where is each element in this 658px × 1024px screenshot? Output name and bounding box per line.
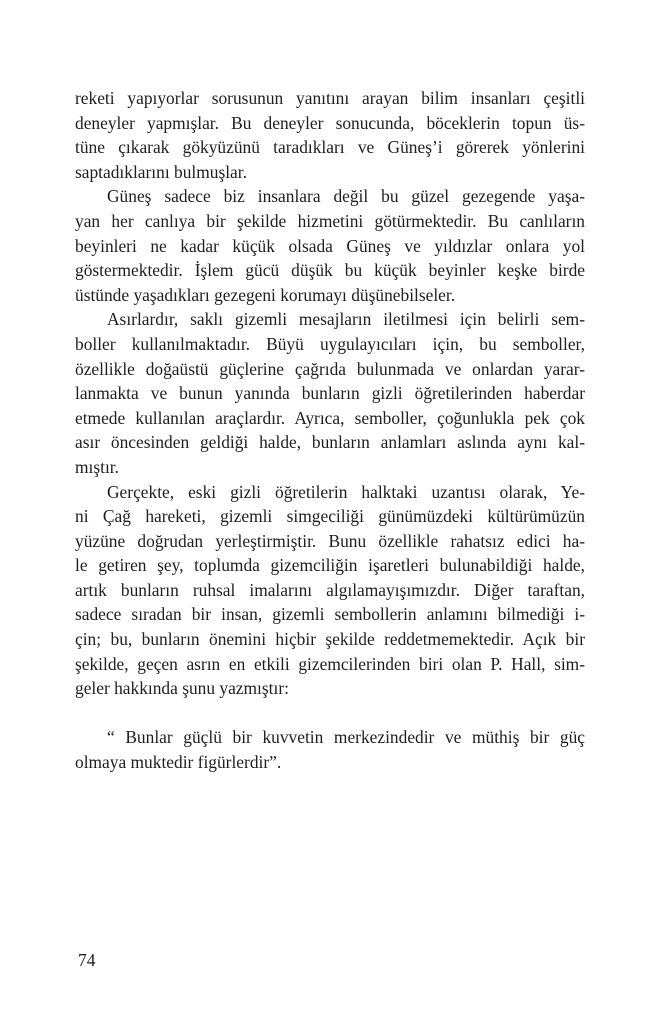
text-line: “ Bunlar güçlü bir kuvvetin merkezindedir ve müthiş bir güç bbox=[107, 727, 585, 748]
text-line: etmede kullanılan araçlardır. Ayrıca, semboller, çoğunlukla pek çok bbox=[75, 407, 585, 428]
text-line: yüzüne doğrudan yerleştirmiştir. Bunu özellikle rahatsız edici ha- bbox=[75, 530, 585, 551]
text-line: Gerçekte, eski gizli öğretilerin halktaki uzantısı olarak, Ye- bbox=[107, 481, 585, 502]
text-line: Güneş sadece biz insanlara değil bu güzel gezegende yaşa- bbox=[107, 186, 585, 207]
text-line: deneyler yapmışlar. Bu deneyler sonucunda, böceklerin topun üs- bbox=[75, 112, 585, 133]
text-line: olmaya muktedir figürlerdir”. bbox=[75, 752, 282, 773]
text-line: lanmakta ve bunun yanında bunların gizli öğretilerinden haberdar bbox=[75, 383, 585, 404]
text-line: le getiren şey, toplumda gizemciliğin işaretleri bulunabildiği halde, bbox=[75, 555, 585, 576]
text-line: üstünde yaşadıkları gezegeni korumayı düşünebilseler. bbox=[75, 284, 456, 305]
page-number: 74 bbox=[78, 950, 96, 970]
text-line: geler hakkında şunu yazmıştır: bbox=[75, 678, 289, 699]
text-line: beyinleri ne kadar küçük olsada Güneş ve yıldızlar onlara yol bbox=[75, 235, 585, 256]
text-line: saptadıklarını bulmuşlar. bbox=[75, 161, 247, 182]
text-line: tüne çıkarak gökyüzünü taradıkları ve Güneş’i görerek yönlerini bbox=[75, 137, 585, 158]
text-line: boller kullanılmaktadır. Büyü uygulayıcıları için, bu semboller, bbox=[75, 333, 585, 354]
paragraph-2 bbox=[75, 184, 585, 307]
text-line: Asırlardır, saklı gizemli mesajların iletilmesi için belirli sem- bbox=[107, 309, 585, 330]
paragraph-3 bbox=[75, 307, 585, 479]
block-quote bbox=[75, 725, 585, 774]
text-line: sadece sıradan bir insan, gizemli sembollerin anlamını bilmediği i- bbox=[75, 604, 585, 625]
text-line: artık bunların ruhsal imalarını algılamayışımızdır. Diğer taraftan, bbox=[75, 579, 585, 600]
text-line: şekilde, geçen asrın en etkili gizemcilerinden biri olan P. Hall, sim- bbox=[75, 653, 585, 674]
text-line: özellikle doğaüstü güçlerine çağrıda bulunmada ve onlardan yarar- bbox=[75, 358, 585, 379]
paragraph-1 bbox=[75, 86, 585, 184]
text-line: reketi yapıyorlar sorusunun yanıtını arayan bilim insanları çeşitli bbox=[75, 88, 585, 108]
paragraph-4 bbox=[75, 480, 585, 701]
text-line: çin; bu, bunların önemini hiçbir şekilde reddetmemektedir. Açık bir bbox=[75, 629, 585, 650]
text-line: asır öncesinden geldiği halde, bunların anlamları aslında aynı kal- bbox=[75, 432, 585, 453]
text-line: ni Çağ hareketi, gizemli simgeciliği günümüzdeki kültürümüzün bbox=[75, 506, 585, 527]
text-line: mıştır. bbox=[75, 456, 119, 477]
text-line: göstermektedir. İşlem gücü düşük bu küçük beyinler keşke birde bbox=[75, 260, 585, 281]
page-body bbox=[75, 86, 585, 775]
text-line: yan her canlıya bir şekilde hizmetini götürmektedir. Bu canlıların bbox=[75, 210, 585, 231]
